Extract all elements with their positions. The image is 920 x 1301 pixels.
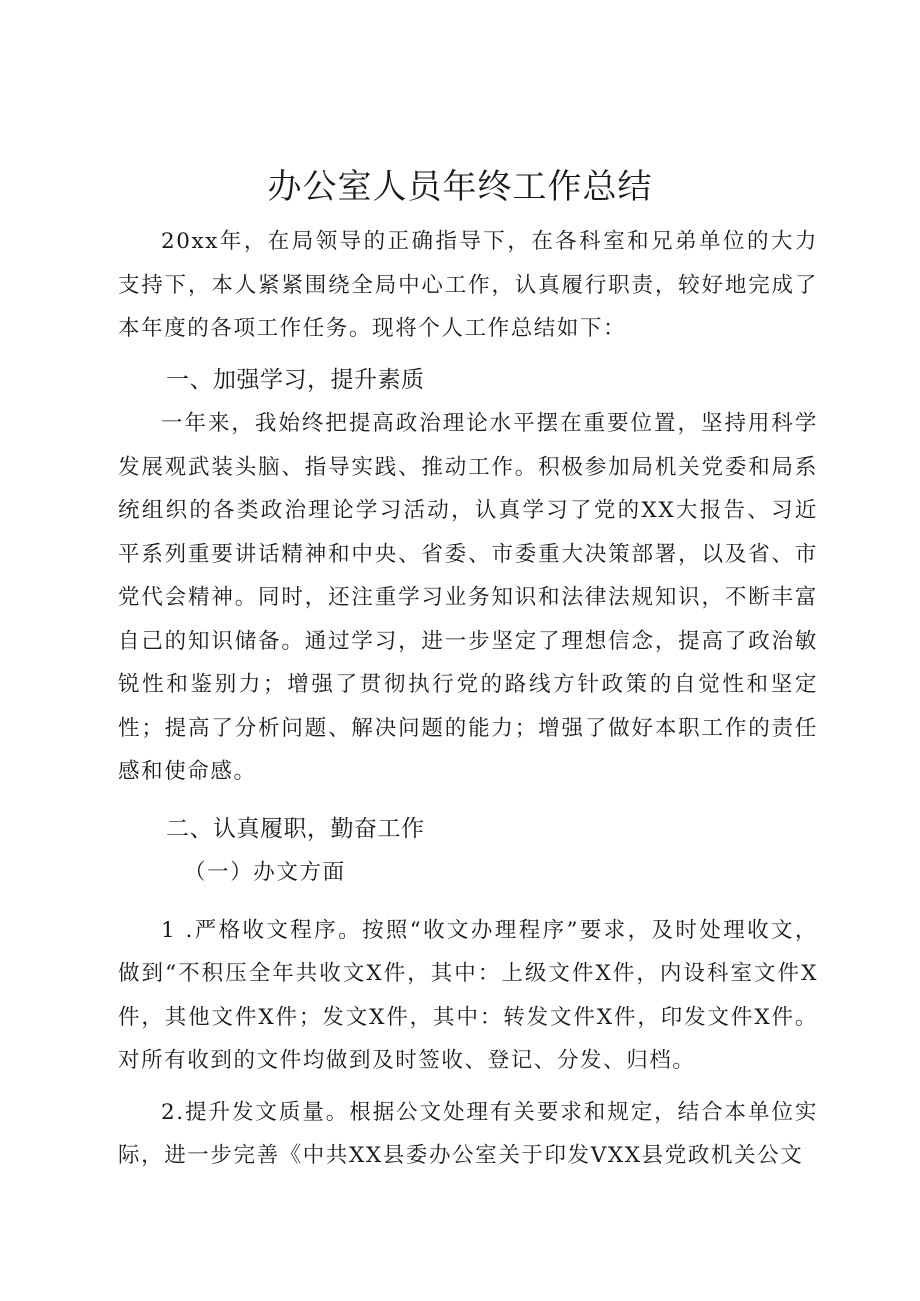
section-1-paragraph: 一年来，我始终把提高政治理论水平摆在重要位置，坚持用科学发展观武装头脑、指导实践、推动工作。积极参加局机关党委和局系统组织的各类政治理论学习活动，认真学习了党的XX大报告、习近平系列重要讲话精神和中央、省委、市委重大决策部署，以及省、市党代会精神。同时，还注重学习业务知识和法律法规知识，不断丰富自己的知识储备。通过学习，进一步坚定了理想信念，提高了政治敏锐性和鉴别力；增强了贯彻执行党的路线方针政策的自觉性和坚定性；提高了分析问题、解决问题的能力；增强了做好本职工作的责任感和使命感。 (118, 411, 818, 784)
intro-paragraph: 20xx年，在局领导的正确指导下，在各科室和兄弟单位的大力支持下，本人紧紧围绕全局中心工作，认真履行职责，较好地完成了本年度的各项工作任务。现将个人工作总结如下： (118, 229, 818, 341)
list-item-2: 2.提升发文质量。根据公文处理有关要求和规定，结合本单位实际，进一步完善《中共XX县委办公室关于印发VXX县党政机关公文 (118, 1099, 818, 1168)
section-2-heading: 二、认真履职，勤奋工作 (166, 815, 425, 842)
document-title: 办公室人员年终工作总结 (267, 167, 653, 207)
section-2-subheading-1: （一）办文方面 (184, 860, 346, 885)
section-1-heading: 一、加强学习，提升素质 (166, 366, 425, 393)
document-body (118, 220, 818, 1178)
list-item-1: 1 .严格收文程序。按照“收文办理程序”要求，及时处理收文，做到“不积压全年共收文X件，其中：上级文件X件，内设科室文件X件，其他文件X件；发文X件，其中：转发文件X件，印发文件X件。对所有收到的文件均做到及时签收、登记、分发、归档。 (118, 917, 818, 1073)
